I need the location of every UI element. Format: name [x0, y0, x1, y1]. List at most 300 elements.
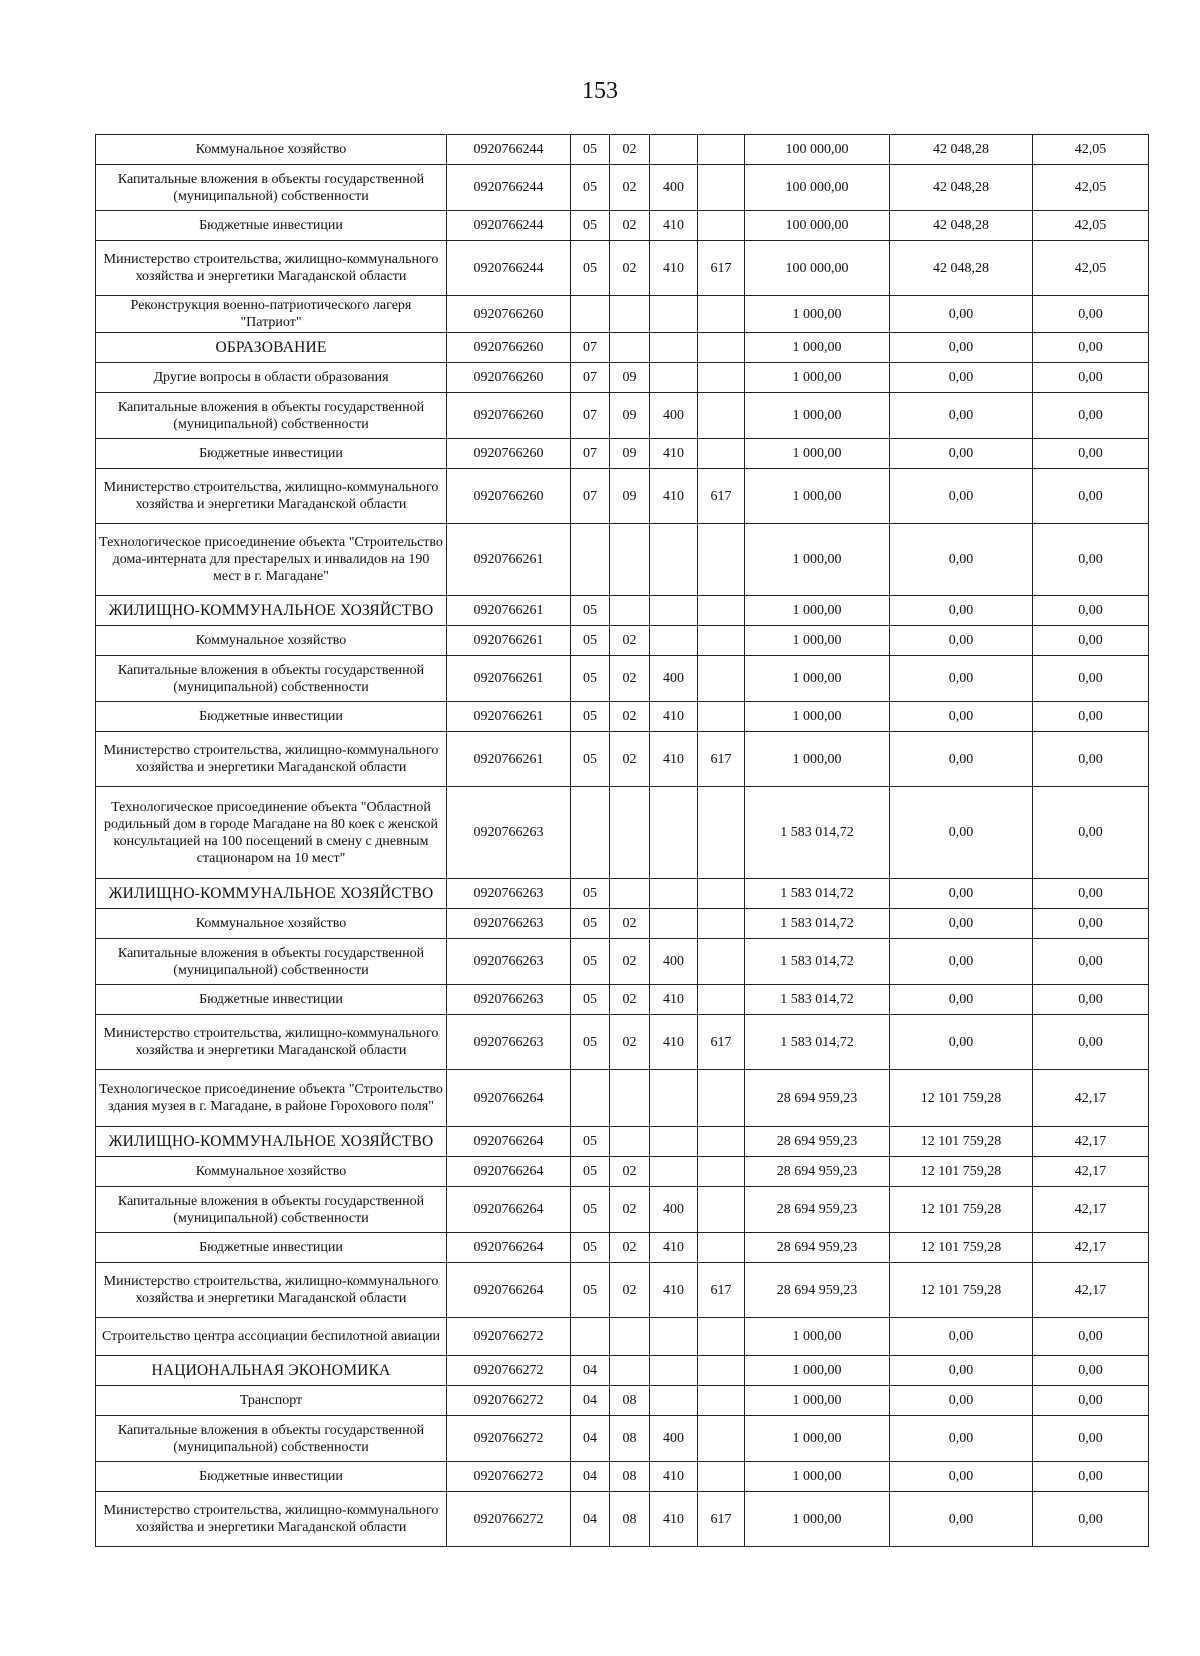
- execution-percent: 0,00: [1033, 596, 1149, 626]
- item-name: Коммунальное хозяйство: [96, 135, 447, 165]
- section-code: 05: [571, 879, 610, 909]
- execution-percent: 0,00: [1033, 656, 1149, 702]
- planned-amount: 1 583 014,72: [745, 909, 890, 939]
- section-code: 07: [571, 363, 610, 393]
- admin-code: [698, 702, 745, 732]
- executed-amount: 0,00: [890, 333, 1033, 363]
- execution-percent: 42,17: [1033, 1127, 1149, 1157]
- expense-type-code: 410: [650, 702, 698, 732]
- table-row: [96, 656, 1149, 702]
- subsection-code: 09: [610, 363, 650, 393]
- section-code: 05: [571, 1263, 610, 1318]
- subsection-code: 02: [610, 1233, 650, 1263]
- planned-amount: 100 000,00: [745, 135, 890, 165]
- section-code: 05: [571, 1157, 610, 1187]
- execution-percent: 0,00: [1033, 1015, 1149, 1070]
- executed-amount: 42 048,28: [890, 211, 1033, 241]
- admin-code: 617: [698, 1015, 745, 1070]
- item-name: Министерство строительства, жилищно-коммунального хозяйства и энергетики Магаданской области: [96, 1015, 447, 1070]
- subsection-code: [610, 1070, 650, 1127]
- execution-percent: 0,00: [1033, 1462, 1149, 1492]
- execution-percent: 0,00: [1033, 626, 1149, 656]
- subsection-code: 02: [610, 135, 650, 165]
- planned-amount: 1 000,00: [745, 656, 890, 702]
- section-code: 05: [571, 985, 610, 1015]
- target-code: 0920766272: [447, 1356, 571, 1386]
- item-name: Другие вопросы в области образования: [96, 363, 447, 393]
- planned-amount: 28 694 959,23: [745, 1233, 890, 1263]
- planned-amount: 1 000,00: [745, 439, 890, 469]
- execution-percent: 0,00: [1033, 439, 1149, 469]
- item-name: Министерство строительства, жилищно-коммунального хозяйства и энергетики Магаданской области: [96, 1492, 447, 1547]
- execution-percent: 0,00: [1033, 732, 1149, 787]
- section-code: 05: [571, 626, 610, 656]
- table-row: [96, 1070, 1149, 1127]
- table-row: [96, 1318, 1149, 1356]
- table-row: [96, 1233, 1149, 1263]
- target-code: 0920766260: [447, 296, 571, 333]
- target-code: 0920766260: [447, 333, 571, 363]
- planned-amount: 28 694 959,23: [745, 1157, 890, 1187]
- subsection-code: [610, 1318, 650, 1356]
- item-name: ЖИЛИЩНО-КОММУНАЛЬНОЕ ХОЗЯЙСТВО: [96, 596, 447, 626]
- section-code: 04: [571, 1386, 610, 1416]
- section-code: 07: [571, 333, 610, 363]
- subsection-code: [610, 787, 650, 879]
- expense-type-code: 410: [650, 439, 698, 469]
- target-code: 0920766261: [447, 596, 571, 626]
- planned-amount: 100 000,00: [745, 241, 890, 296]
- executed-amount: 0,00: [890, 879, 1033, 909]
- expense-type-code: 400: [650, 393, 698, 439]
- section-code: 05: [571, 211, 610, 241]
- target-code: 0920766263: [447, 1015, 571, 1070]
- executed-amount: 42 048,28: [890, 135, 1033, 165]
- planned-amount: 1 583 014,72: [745, 1015, 890, 1070]
- subsection-code: 02: [610, 1157, 650, 1187]
- admin-code: [698, 1127, 745, 1157]
- target-code: 0920766244: [447, 135, 571, 165]
- executed-amount: 0,00: [890, 469, 1033, 524]
- table-row: [96, 939, 1149, 985]
- table-row: [96, 333, 1149, 363]
- table-row: [96, 363, 1149, 393]
- subsection-code: 02: [610, 732, 650, 787]
- item-name: Капитальные вложения в объекты государственной (муниципальной) собственности: [96, 165, 447, 211]
- planned-amount: 1 000,00: [745, 393, 890, 439]
- table-row: [96, 1187, 1149, 1233]
- target-code: 0920766260: [447, 469, 571, 524]
- target-code: 0920766264: [447, 1127, 571, 1157]
- planned-amount: 100 000,00: [745, 211, 890, 241]
- execution-percent: 0,00: [1033, 787, 1149, 879]
- table-row: [96, 135, 1149, 165]
- execution-percent: 42,17: [1033, 1263, 1149, 1318]
- section-code: 05: [571, 1015, 610, 1070]
- table-row: [96, 1356, 1149, 1386]
- subsection-code: 02: [610, 626, 650, 656]
- subsection-code: [610, 1356, 650, 1386]
- planned-amount: 1 000,00: [745, 1386, 890, 1416]
- expense-type-code: [650, 1356, 698, 1386]
- section-code: 05: [571, 656, 610, 702]
- section-code: [571, 787, 610, 879]
- section-code: 05: [571, 241, 610, 296]
- executed-amount: 0,00: [890, 363, 1033, 393]
- admin-code: 617: [698, 732, 745, 787]
- expense-type-code: [650, 135, 698, 165]
- item-name: Коммунальное хозяйство: [96, 909, 447, 939]
- planned-amount: 1 583 014,72: [745, 787, 890, 879]
- item-name: Бюджетные инвестиции: [96, 439, 447, 469]
- section-code: [571, 1070, 610, 1127]
- executed-amount: 12 101 759,28: [890, 1233, 1033, 1263]
- table-row: [96, 909, 1149, 939]
- executed-amount: 12 101 759,28: [890, 1263, 1033, 1318]
- target-code: 0920766263: [447, 909, 571, 939]
- executed-amount: 0,00: [890, 1356, 1033, 1386]
- executed-amount: 0,00: [890, 439, 1033, 469]
- executed-amount: 0,00: [890, 939, 1033, 985]
- section-code: 05: [571, 909, 610, 939]
- expense-type-code: 400: [650, 656, 698, 702]
- subsection-code: 02: [610, 656, 650, 702]
- executed-amount: 0,00: [890, 296, 1033, 333]
- section-code: 05: [571, 732, 610, 787]
- target-code: 0920766261: [447, 656, 571, 702]
- target-code: 0920766244: [447, 165, 571, 211]
- budget-table: [95, 134, 1149, 1547]
- planned-amount: 1 000,00: [745, 596, 890, 626]
- expense-type-code: 410: [650, 241, 698, 296]
- execution-percent: 42,05: [1033, 211, 1149, 241]
- execution-percent: 0,00: [1033, 1356, 1149, 1386]
- subsection-code: 02: [610, 909, 650, 939]
- execution-percent: 42,17: [1033, 1157, 1149, 1187]
- admin-code: 617: [698, 1492, 745, 1547]
- target-code: 0920766263: [447, 985, 571, 1015]
- executed-amount: 0,00: [890, 626, 1033, 656]
- executed-amount: 42 048,28: [890, 165, 1033, 211]
- item-name: Бюджетные инвестиции: [96, 211, 447, 241]
- subsection-code: 02: [610, 1015, 650, 1070]
- planned-amount: 1 583 014,72: [745, 985, 890, 1015]
- admin-code: [698, 135, 745, 165]
- expense-type-code: 400: [650, 165, 698, 211]
- subsection-code: 02: [610, 1263, 650, 1318]
- section-code: 05: [571, 135, 610, 165]
- admin-code: 617: [698, 241, 745, 296]
- expense-type-code: [650, 909, 698, 939]
- admin-code: [698, 939, 745, 985]
- executed-amount: 0,00: [890, 787, 1033, 879]
- expense-type-code: [650, 296, 698, 333]
- item-name: Капитальные вложения в объекты государственной (муниципальной) собственности: [96, 656, 447, 702]
- target-code: 0920766264: [447, 1263, 571, 1318]
- section-code: 07: [571, 393, 610, 439]
- execution-percent: 42,05: [1033, 241, 1149, 296]
- expense-type-code: 410: [650, 732, 698, 787]
- expense-type-code: [650, 596, 698, 626]
- expense-type-code: 410: [650, 469, 698, 524]
- subsection-code: [610, 333, 650, 363]
- planned-amount: 1 583 014,72: [745, 879, 890, 909]
- admin-code: [698, 656, 745, 702]
- section-code: 05: [571, 165, 610, 211]
- planned-amount: 1 000,00: [745, 524, 890, 596]
- admin-code: [698, 787, 745, 879]
- target-code: 0920766272: [447, 1386, 571, 1416]
- executed-amount: 0,00: [890, 1386, 1033, 1416]
- target-code: 0920766264: [447, 1187, 571, 1233]
- expense-type-code: [650, 1127, 698, 1157]
- item-name: Бюджетные инвестиции: [96, 1462, 447, 1492]
- execution-percent: 0,00: [1033, 1318, 1149, 1356]
- admin-code: [698, 1157, 745, 1187]
- subsection-code: 08: [610, 1386, 650, 1416]
- section-code: 07: [571, 469, 610, 524]
- admin-code: [698, 165, 745, 211]
- expense-type-code: [650, 1070, 698, 1127]
- table-row: [96, 1462, 1149, 1492]
- planned-amount: 1 000,00: [745, 1492, 890, 1547]
- subsection-code: 02: [610, 1187, 650, 1233]
- admin-code: [698, 985, 745, 1015]
- execution-percent: 0,00: [1033, 296, 1149, 333]
- item-name: Технологическое присоединение объекта "Областной родильный дом в городе Магадане на 80 коек с женской консультацией на 100 посещений в смену с дневным стационаром на 10 мест": [96, 787, 447, 879]
- item-name: Коммунальное хозяйство: [96, 1157, 447, 1187]
- subsection-code: 09: [610, 393, 650, 439]
- planned-amount: 1 000,00: [745, 469, 890, 524]
- admin-code: [698, 393, 745, 439]
- admin-code: [698, 1356, 745, 1386]
- target-code: 0920766260: [447, 363, 571, 393]
- admin-code: [698, 909, 745, 939]
- table-row: [96, 393, 1149, 439]
- section-code: 04: [571, 1416, 610, 1462]
- expense-type-code: 400: [650, 1187, 698, 1233]
- table-row: [96, 985, 1149, 1015]
- admin-code: [698, 1233, 745, 1263]
- target-code: 0920766263: [447, 879, 571, 909]
- subsection-code: 02: [610, 211, 650, 241]
- section-code: 05: [571, 702, 610, 732]
- section-code: 05: [571, 596, 610, 626]
- execution-percent: 0,00: [1033, 1492, 1149, 1547]
- table-row: [96, 211, 1149, 241]
- target-code: 0920766260: [447, 393, 571, 439]
- admin-code: [698, 1070, 745, 1127]
- section-code: 04: [571, 1492, 610, 1547]
- admin-code: [698, 363, 745, 393]
- expense-type-code: [650, 333, 698, 363]
- section-code: 07: [571, 439, 610, 469]
- item-name: ЖИЛИЩНО-КОММУНАЛЬНОЕ ХОЗЯЙСТВО: [96, 879, 447, 909]
- admin-code: 617: [698, 1263, 745, 1318]
- admin-code: [698, 879, 745, 909]
- planned-amount: 1 000,00: [745, 363, 890, 393]
- subsection-code: 08: [610, 1462, 650, 1492]
- subsection-code: 02: [610, 165, 650, 211]
- execution-percent: 0,00: [1033, 1416, 1149, 1462]
- page-number: 153: [582, 78, 618, 104]
- executed-amount: 0,00: [890, 702, 1033, 732]
- planned-amount: 28 694 959,23: [745, 1187, 890, 1233]
- item-name: Технологическое присоединение объекта "Строительство здания музея в г. Магадане, в районе Горохового поля": [96, 1070, 447, 1127]
- target-code: 0920766261: [447, 732, 571, 787]
- target-code: 0920766264: [447, 1233, 571, 1263]
- execution-percent: 0,00: [1033, 879, 1149, 909]
- subsection-code: 02: [610, 939, 650, 985]
- item-name: Министерство строительства, жилищно-коммунального хозяйства и энергетики Магаданской области: [96, 241, 447, 296]
- execution-percent: 0,00: [1033, 393, 1149, 439]
- planned-amount: 1 000,00: [745, 702, 890, 732]
- planned-amount: 1 000,00: [745, 1318, 890, 1356]
- target-code: 0920766244: [447, 241, 571, 296]
- subsection-code: 02: [610, 985, 650, 1015]
- admin-code: [698, 211, 745, 241]
- expense-type-code: 410: [650, 1015, 698, 1070]
- table-body: [96, 135, 1149, 1547]
- admin-code: [698, 1318, 745, 1356]
- section-code: 05: [571, 939, 610, 985]
- expense-type-code: 410: [650, 1233, 698, 1263]
- target-code: 0920766272: [447, 1318, 571, 1356]
- table-row: [96, 702, 1149, 732]
- execution-percent: 0,00: [1033, 363, 1149, 393]
- section-code: 05: [571, 1187, 610, 1233]
- executed-amount: 0,00: [890, 1318, 1033, 1356]
- executed-amount: 0,00: [890, 1462, 1033, 1492]
- table-row: [96, 524, 1149, 596]
- target-code: 0920766263: [447, 939, 571, 985]
- target-code: 0920766261: [447, 626, 571, 656]
- expense-type-code: 410: [650, 1492, 698, 1547]
- execution-percent: 0,00: [1033, 702, 1149, 732]
- executed-amount: 0,00: [890, 985, 1033, 1015]
- expense-type-code: [650, 1386, 698, 1416]
- table-row: [96, 626, 1149, 656]
- admin-code: [698, 1386, 745, 1416]
- planned-amount: 1 583 014,72: [745, 939, 890, 985]
- item-name: НАЦИОНАЛЬНАЯ ЭКОНОМИКА: [96, 1356, 447, 1386]
- table-row: [96, 165, 1149, 211]
- expense-type-code: [650, 524, 698, 596]
- admin-code: [698, 439, 745, 469]
- target-code: 0920766272: [447, 1492, 571, 1547]
- item-name: Капитальные вложения в объекты государственной (муниципальной) собственности: [96, 393, 447, 439]
- table-row: [96, 787, 1149, 879]
- admin-code: [698, 1416, 745, 1462]
- target-code: 0920766272: [447, 1416, 571, 1462]
- planned-amount: 1 000,00: [745, 1416, 890, 1462]
- executed-amount: 12 101 759,28: [890, 1157, 1033, 1187]
- subsection-code: [610, 524, 650, 596]
- section-code: [571, 296, 610, 333]
- target-code: 0920766244: [447, 211, 571, 241]
- execution-percent: 42,05: [1033, 135, 1149, 165]
- item-name: Транспорт: [96, 1386, 447, 1416]
- executed-amount: 0,00: [890, 656, 1033, 702]
- target-code: 0920766264: [447, 1070, 571, 1127]
- execution-percent: 42,17: [1033, 1233, 1149, 1263]
- item-name: Бюджетные инвестиции: [96, 702, 447, 732]
- item-name: Реконструкция военно-патриотического лагеря "Патриот": [96, 296, 447, 333]
- execution-percent: 0,00: [1033, 524, 1149, 596]
- admin-code: [698, 1187, 745, 1233]
- item-name: Капитальные вложения в объекты государственной (муниципальной) собственности: [96, 1416, 447, 1462]
- planned-amount: 28 694 959,23: [745, 1263, 890, 1318]
- target-code: 0920766261: [447, 702, 571, 732]
- executed-amount: 12 101 759,28: [890, 1187, 1033, 1233]
- item-name: ЖИЛИЩНО-КОММУНАЛЬНОЕ ХОЗЯЙСТВО: [96, 1127, 447, 1157]
- table-row: [96, 879, 1149, 909]
- item-name: Строительство центра ассоциации беспилотной авиации: [96, 1318, 447, 1356]
- table-row: [96, 1015, 1149, 1070]
- planned-amount: 28 694 959,23: [745, 1127, 890, 1157]
- item-name: Технологическое присоединение объекта "Строительство дома-интерната для престарелых и инвалидов на 190 мест в г. Магадане": [96, 524, 447, 596]
- subsection-code: [610, 1127, 650, 1157]
- expense-type-code: [650, 363, 698, 393]
- execution-percent: 0,00: [1033, 1386, 1149, 1416]
- expense-type-code: 410: [650, 1263, 698, 1318]
- admin-code: [698, 524, 745, 596]
- admin-code: [698, 1462, 745, 1492]
- item-name: Коммунальное хозяйство: [96, 626, 447, 656]
- executed-amount: 0,00: [890, 524, 1033, 596]
- admin-code: [698, 626, 745, 656]
- item-name: Министерство строительства, жилищно-коммунального хозяйства и энергетики Магаданской области: [96, 469, 447, 524]
- execution-percent: 0,00: [1033, 985, 1149, 1015]
- expense-type-code: 400: [650, 1416, 698, 1462]
- target-code: 0920766272: [447, 1462, 571, 1492]
- section-code: [571, 1318, 610, 1356]
- target-code: 0920766264: [447, 1157, 571, 1187]
- planned-amount: 28 694 959,23: [745, 1070, 890, 1127]
- admin-code: [698, 333, 745, 363]
- item-name: Министерство строительства, жилищно-коммунального хозяйства и энергетики Магаданской области: [96, 732, 447, 787]
- expense-type-code: [650, 787, 698, 879]
- item-name: Капитальные вложения в объекты государственной (муниципальной) собственности: [96, 1187, 447, 1233]
- execution-percent: 0,00: [1033, 333, 1149, 363]
- executed-amount: 0,00: [890, 1416, 1033, 1462]
- expense-type-code: 410: [650, 985, 698, 1015]
- section-code: 04: [571, 1462, 610, 1492]
- table-row: [96, 596, 1149, 626]
- execution-percent: 0,00: [1033, 939, 1149, 985]
- planned-amount: 100 000,00: [745, 165, 890, 211]
- item-name: Бюджетные инвестиции: [96, 985, 447, 1015]
- executed-amount: 0,00: [890, 1015, 1033, 1070]
- subsection-code: 02: [610, 241, 650, 296]
- table-row: [96, 296, 1149, 333]
- expense-type-code: [650, 879, 698, 909]
- table-row: [96, 1157, 1149, 1187]
- table-row: [96, 1386, 1149, 1416]
- table-row: [96, 1492, 1149, 1547]
- executed-amount: 42 048,28: [890, 241, 1033, 296]
- table-row: [96, 1127, 1149, 1157]
- executed-amount: 0,00: [890, 393, 1033, 439]
- executed-amount: 0,00: [890, 732, 1033, 787]
- admin-code: 617: [698, 469, 745, 524]
- item-name: ОБРАЗОВАНИЕ: [96, 333, 447, 363]
- execution-percent: 42,05: [1033, 165, 1149, 211]
- executed-amount: 0,00: [890, 909, 1033, 939]
- subsection-code: 08: [610, 1492, 650, 1547]
- section-code: 05: [571, 1127, 610, 1157]
- expense-type-code: 400: [650, 939, 698, 985]
